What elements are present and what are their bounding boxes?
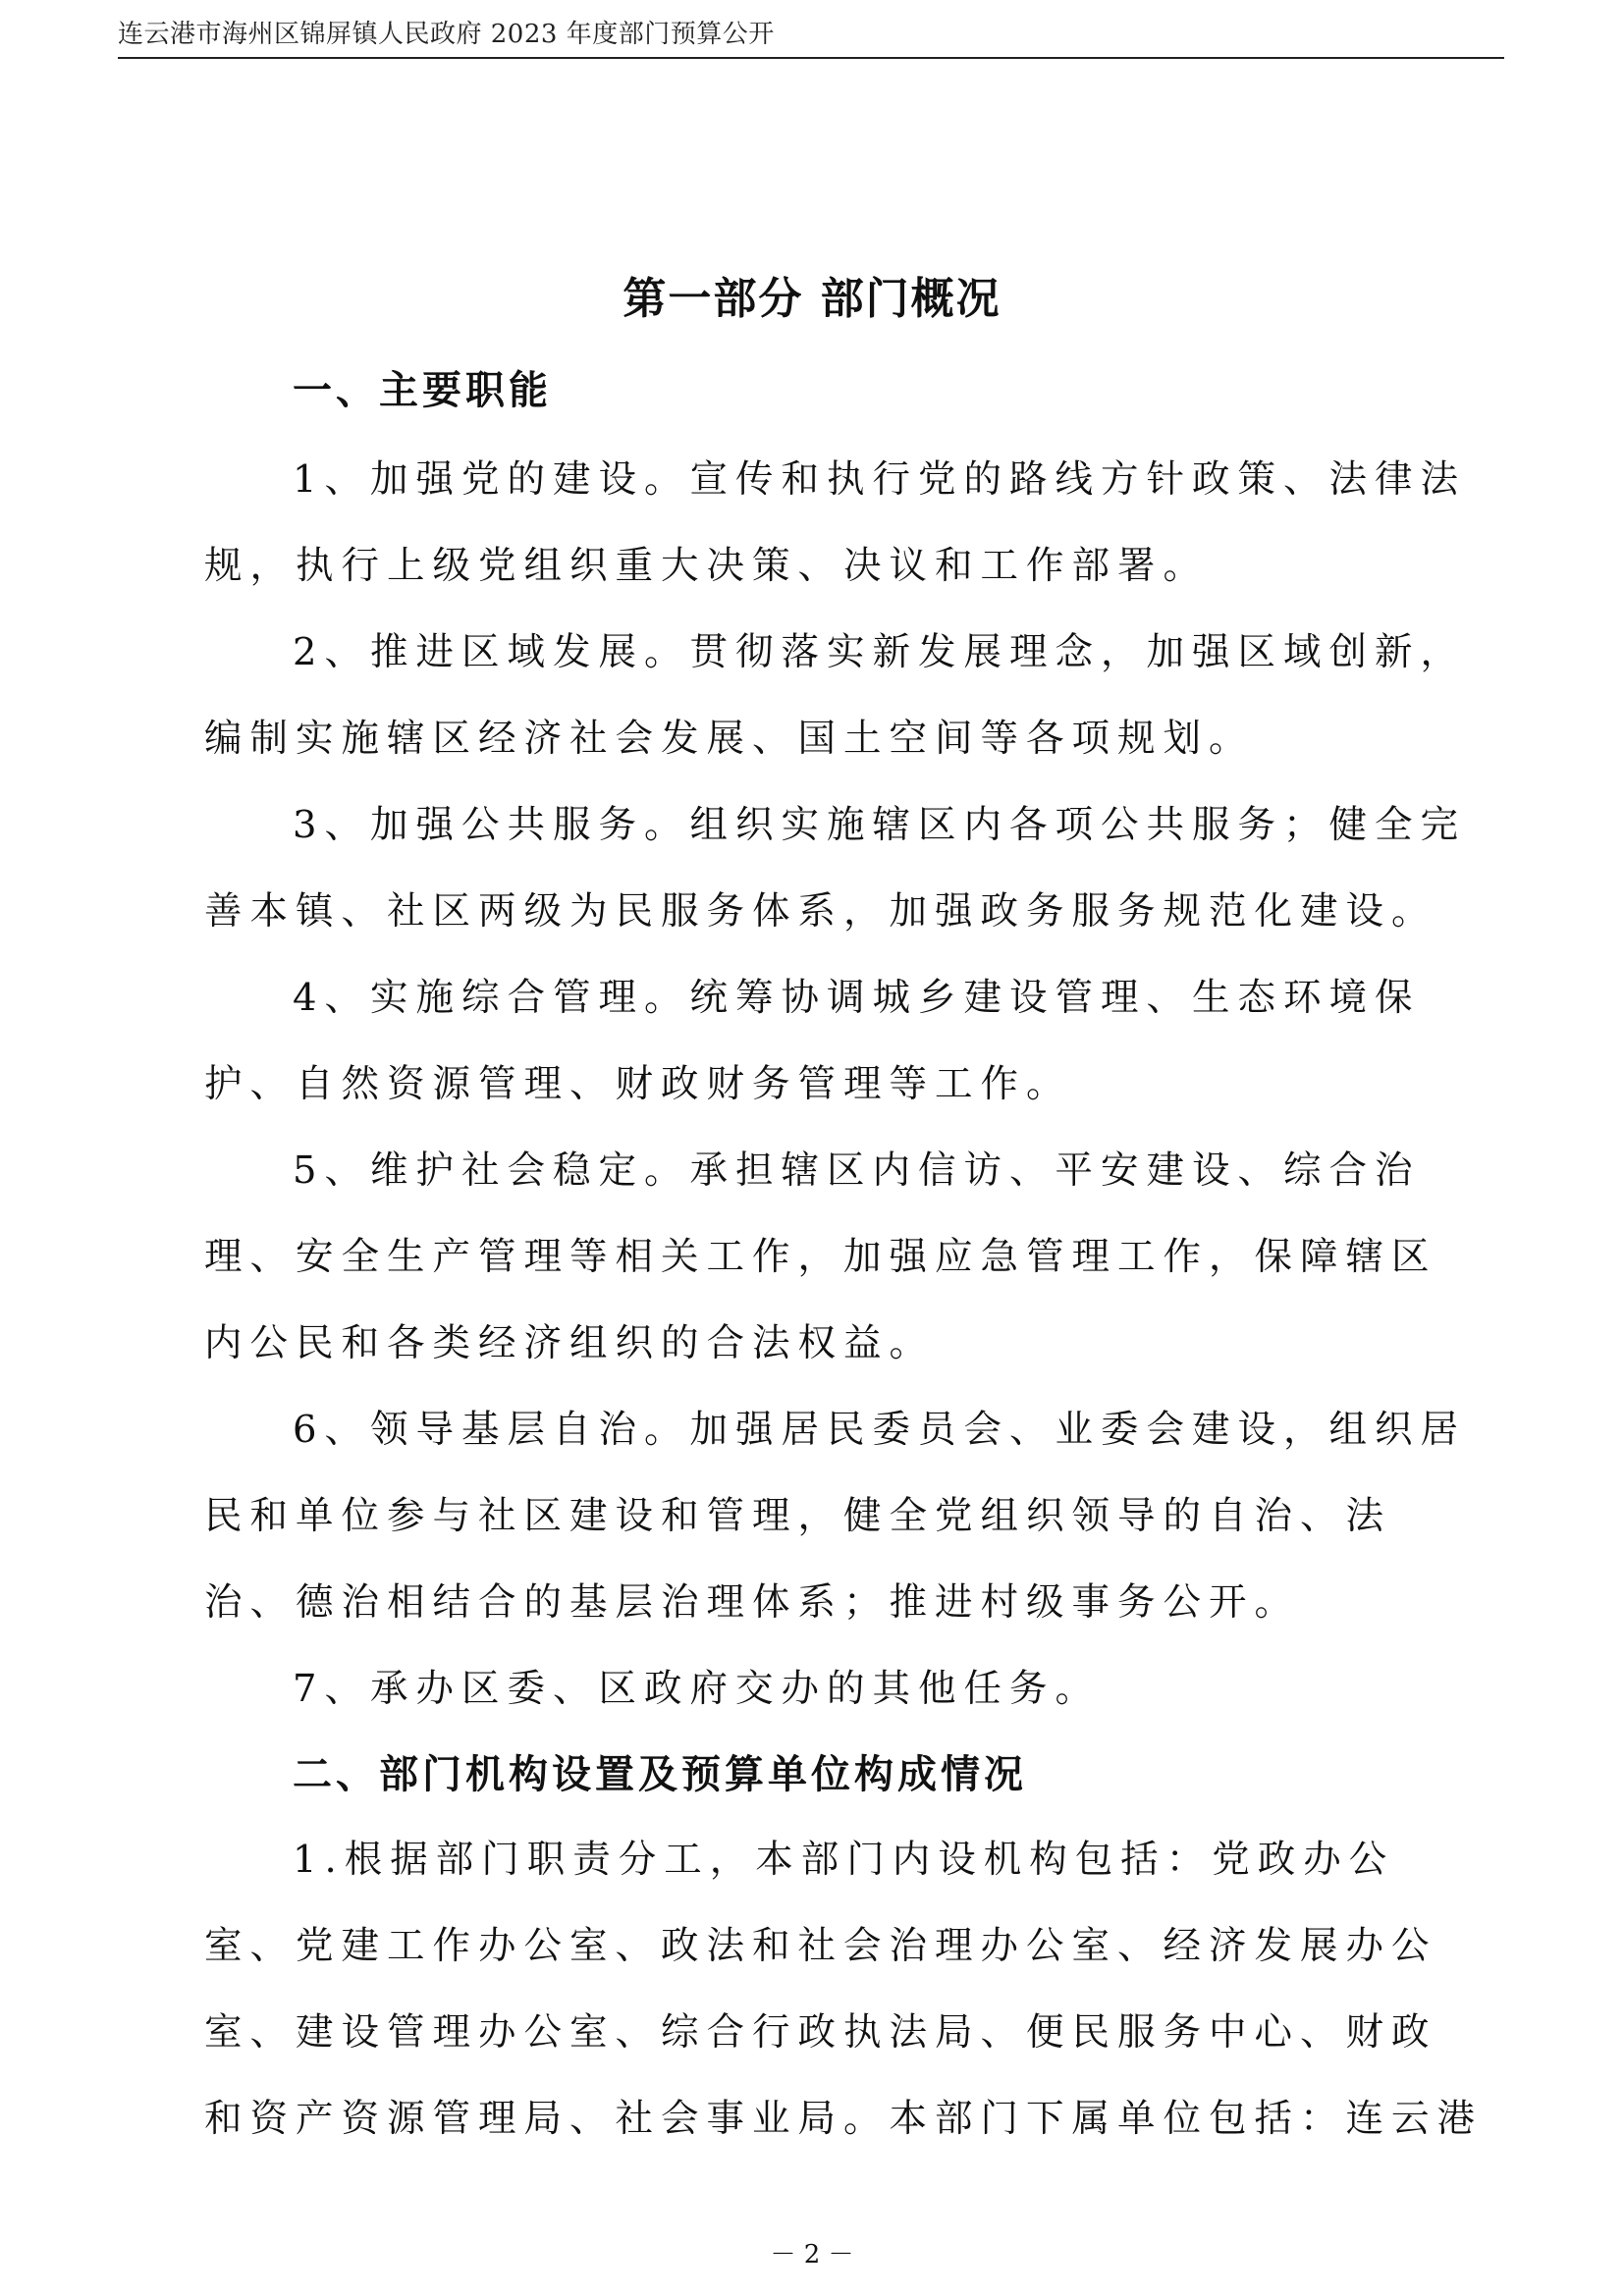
- paragraph-line: 编制实施辖区经济社会发展、国土空间等各项规划。: [204, 717, 1255, 761]
- paragraph-line: 3、加强公共服务。组织实施辖区内各项公共服务；健全完: [293, 803, 1466, 847]
- paragraph-line: 善本镇、社区两级为民服务体系，加强政务服务规范化建设。: [204, 889, 1437, 934]
- paragraph-line: 民和单位参与社区建设和管理，健全党组织领导的自治、法: [204, 1494, 1392, 1538]
- paragraph-line: 室、党建工作办公室、政法和社会治理办公室、经济发展办公: [204, 1924, 1437, 1968]
- page-title: 第一部分 部门概况: [623, 274, 1001, 324]
- paragraph-line: 室、建设管理办公室、综合行政执法局、便民服务中心、财政: [204, 2010, 1437, 2055]
- page-number: － 2 －: [770, 2240, 854, 2269]
- section-heading-functions: 一、主要职能: [293, 367, 552, 413]
- paragraph-line: 规，执行上级党组织重大决策、决议和工作部署。: [204, 544, 1210, 588]
- paragraph-line: 1.根据部门职责分工，本部门内设机构包括：党政办公: [293, 1838, 1395, 1882]
- header-divider: [118, 57, 1504, 59]
- paragraph-line: 护、自然资源管理、财政财务管理等工作。: [204, 1062, 1072, 1106]
- paragraph-line: 和资产资源管理局、社会事业局。本部门下属单位包括：连云港: [204, 2097, 1484, 2141]
- section-heading-organization: 二、部门机构设置及预算单位构成情况: [293, 1751, 1027, 1797]
- paragraph-line: 2、推进区域发展。贯彻落实新发展理念，加强区域创新，: [293, 630, 1466, 674]
- paragraph-line: 7、承办区委、区政府交办的其他任务。: [293, 1667, 1101, 1711]
- paragraph-line: 1、加强党的建设。宣传和执行党的路线方针政策、法律法: [293, 457, 1466, 502]
- paragraph-line: 内公民和各类经济组织的合法权益。: [204, 1321, 936, 1365]
- paragraph-line: 4、实施综合管理。统筹协调城乡建设管理、生态环境保: [293, 976, 1421, 1020]
- paragraph-line: 5、维护社会稳定。承担辖区内信访、平安建设、综合治: [293, 1148, 1421, 1193]
- paragraph-line: 6、领导基层自治。加强居民委员会、业委会建设，组织居: [293, 1408, 1466, 1452]
- paragraph-line: 理、安全生产管理等相关工作，加强应急管理工作，保障辖区: [204, 1235, 1437, 1279]
- running-header: 连云港市海州区锦屏镇人民政府 2023 年度部门预算公开: [118, 20, 775, 49]
- paragraph-line: 治、德治相结合的基层治理体系；推进村级事务公开。: [204, 1580, 1301, 1625]
